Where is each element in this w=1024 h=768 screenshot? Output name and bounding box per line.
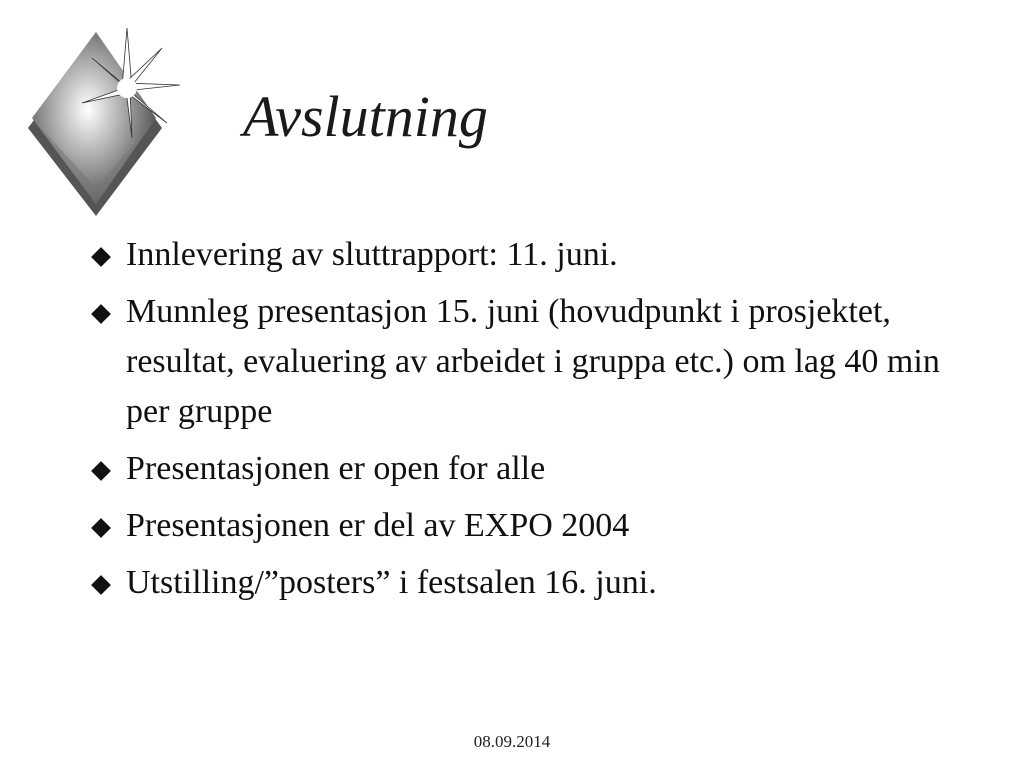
list-item — [90, 558, 950, 608]
diamond-bullet-icon — [91, 304, 111, 324]
list-item-text: Munnleg presentasjon 15. juni (hovudpunkt i prosjektet, resultat, evaluering av arbeidet i gruppa etc.) om lag 40 min per gruppe — [126, 293, 940, 430]
list-item — [90, 444, 950, 494]
bullet-list — [90, 230, 950, 615]
list-item-text: Utstilling/”posters” i festsalen 16. juni. — [126, 564, 657, 601]
diamond-star-logo-icon — [22, 28, 192, 218]
footer-date: 08.09.2014 — [473, 732, 551, 751]
slide-title: Avslutning — [243, 84, 488, 149]
list-item-text: Presentasjonen er open for alle — [126, 450, 546, 487]
list-item-text: Innlevering av sluttrapport: 11. juni. — [126, 236, 618, 273]
diamond-bullet-icon — [91, 247, 111, 267]
diamond-bullet-icon — [91, 518, 111, 538]
list-item — [90, 287, 950, 437]
list-item — [90, 230, 950, 280]
list-item — [90, 501, 950, 551]
list-item-text: Presentasjonen er del av EXPO 2004 — [126, 507, 630, 544]
diamond-bullet-icon — [91, 575, 111, 595]
diamond-bullet-icon — [91, 461, 111, 481]
